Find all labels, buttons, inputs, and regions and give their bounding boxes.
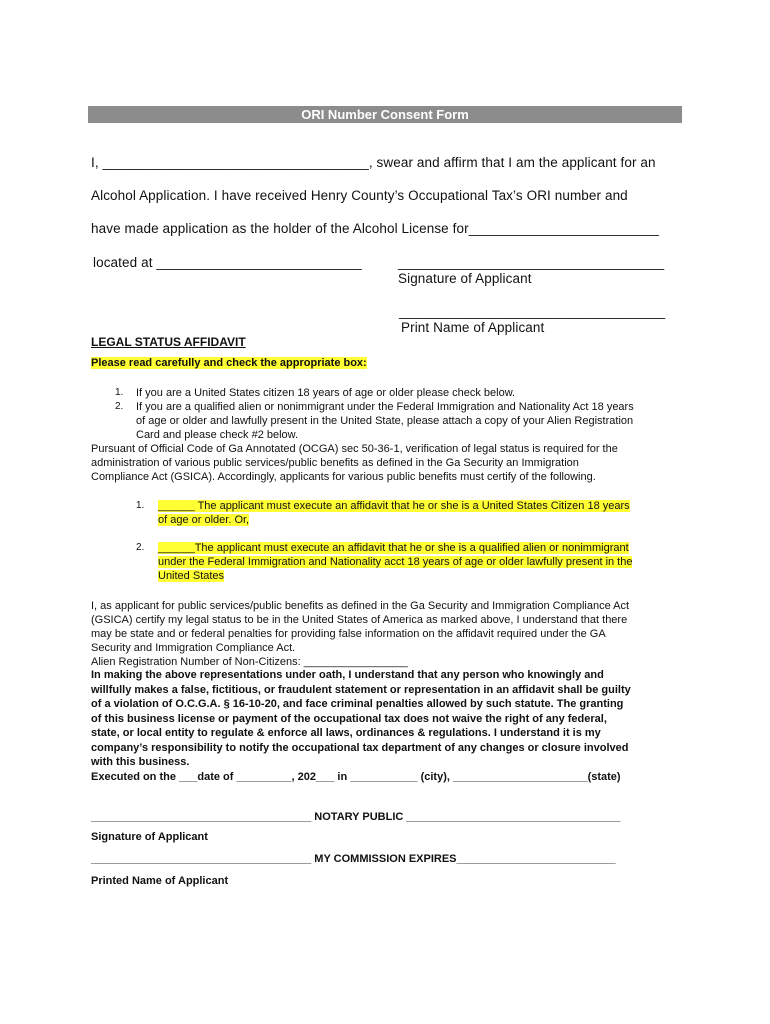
list-item: If you are a qualified alien or nonimmigrant under the Federal Immigration and Nationality Act 18 years of age or older and lawfully present in the United State, please attach a copy of your Alien Registration Card and please check #2 below. — [136, 401, 634, 441]
signature-label: Signature of Applicant — [398, 271, 532, 286]
form-title: ORI Number Consent Form — [88, 106, 682, 123]
located-at-field: located at ___________________________ — [93, 255, 362, 270]
list-number: 1. — [115, 387, 124, 398]
commission-line: ____________________________________ MY COMMISSION EXPIRES__________________________ — [91, 853, 616, 865]
option-number: 1. — [136, 500, 145, 511]
oath-paragraph: In making the above representations under oath, I understand that any person who knowingly and willfully makes a false, fictitious, or fraudulent statement or representation in an affidavit shall be guilty of a violation of O.C.G.A. § 16-10-20, and face criminal penalties allowed by such statute. The granting of this business license or payment of the occupational tax does not waive the right of any federal, state, or local entity to regulate & enforce all laws, ordinances & regulations. I understand it is my company’s responsibility to notify the occupational tax department of any changes or closure involved with this business. Executed on the ___date of _________, 202___ in ___________ (city), ______________________(state) — [91, 669, 631, 783]
signature-line: ___________________________________ — [398, 255, 665, 270]
certify-paragraph: I, as applicant for public services/public benefits as defined in the Ga Security and Immigration Compliance Act (GSICA) certify my legal status to be in the United States of America as marked above, I understand that there may be state and or federal penalties for providing false information on the affidavit required under the GA Security and Immigration Compliance Act. Alien Registration Number of Non-Citizens: _________________ — [91, 600, 630, 668]
affidavit-instruction: Please read carefully and check the appropriate box: — [91, 357, 367, 369]
option-alien[interactable]: ______The applicant must execute an affidavit that he or she is a qualified alien or nonimmigrant under the Federal Immigration and Nationality acct 18 years of age or older lawfully present in the United States — [158, 542, 633, 582]
notary-line: ____________________________________ NOTARY PUBLIC ___________________________________ — [91, 811, 621, 823]
pursuant-paragraph: Pursuant of Official Code of Ga Annotated (OCGA) sec 50-36-1, verification of legal status is required for the administration of various public services/public benefits as defined in the Ga Security an Immigration Compliance Act (GSICA). Accordingly, applicants for various public benefits must certify of the following. — [91, 443, 618, 483]
consent-line-3: have made application as the holder of the Alcohol License for_________________________ — [91, 221, 659, 236]
option-citizen[interactable]: ______ The applicant must execute an affidavit that he or she is a United States Citizen 18 years of age or older. Or, — [158, 500, 630, 526]
list-number: 2. — [115, 401, 124, 412]
print-name-label: Print Name of Applicant — [401, 320, 545, 335]
printed-name-label: Printed Name of Applicant — [91, 875, 229, 887]
print-name-line: ___________________________________ — [399, 304, 666, 319]
consent-line-2: Alcohol Application. I have received Henry County’s Occupational Tax’s ORI number and — [91, 188, 628, 203]
list-item: If you are a United States citizen 18 years of age or older please check below. — [136, 387, 516, 399]
affidavit-heading: LEGAL STATUS AFFIDAVIT — [91, 335, 246, 349]
consent-line-1: I, ___________________________________, swear and affirm that I am the applicant for an — [91, 155, 656, 170]
signature-of-applicant-label: Signature of Applicant — [91, 831, 208, 843]
option-number: 2. — [136, 542, 145, 553]
